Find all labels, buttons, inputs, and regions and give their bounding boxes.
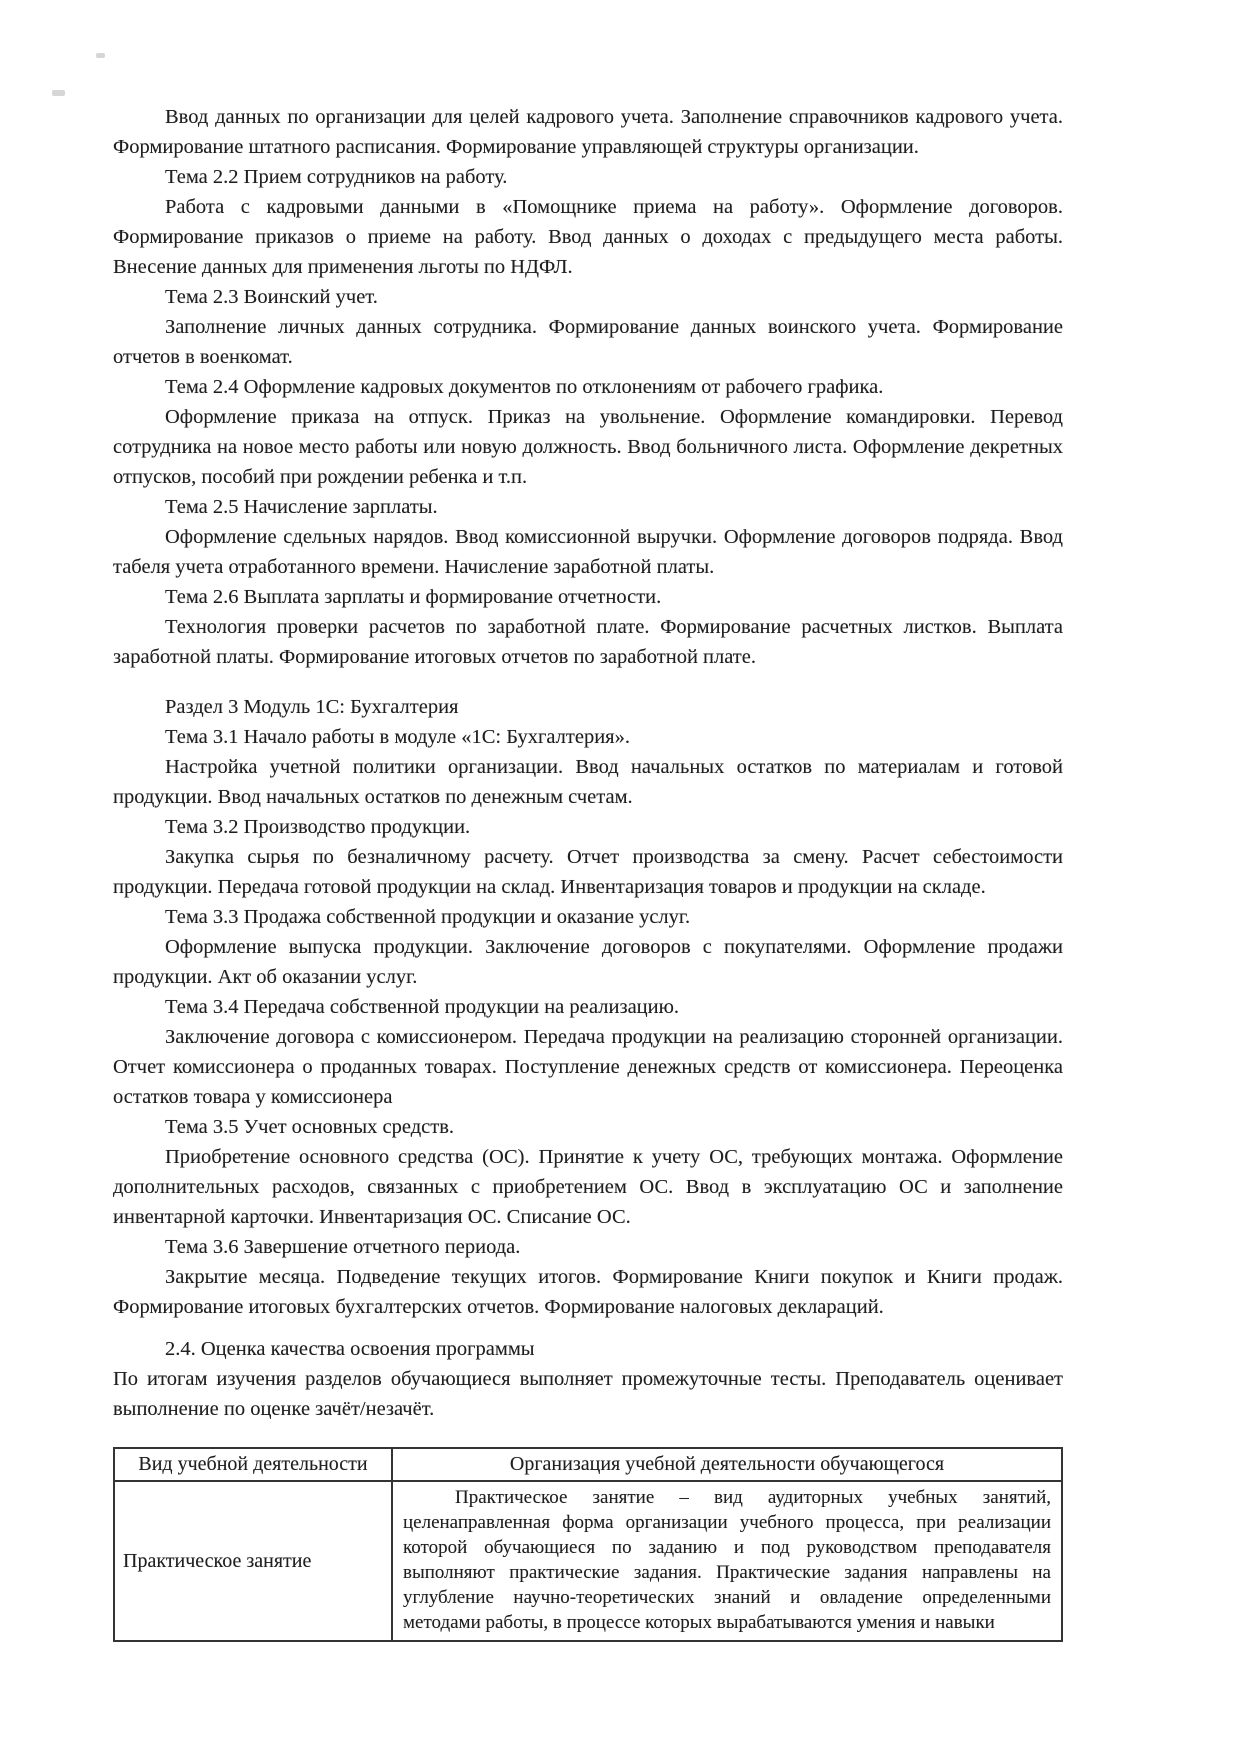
- paragraph: 2.4. Оценка качества освоения программы: [165, 1338, 535, 1360]
- paragraph: Работа с кадровыми данными в «Помощнике приема на работу». Оформление договоров. Формирование приказов о приеме на работу. Ввод данных о доходах с предыдущего места работы. Внесение данных для применения льготы по НДФЛ.: [113, 196, 1063, 278]
- paragraph: Закрытие месяца. Подведение текущих итогов. Формирование Книги покупок и Книги продаж. Формирование итоговых бухгалтерских отчетов. Формирование налоговых деклараций.: [113, 1266, 1063, 1318]
- document-text: [113, 102, 1063, 1424]
- paragraph: Тема 3.6 Завершение отчетного периода.: [165, 1236, 521, 1258]
- paragraph: Раздел 3 Модуль 1С: Бухгалтерия: [165, 696, 459, 718]
- paragraph: Тема 3.1 Начало работы в модуле «1С: Бухгалтерия».: [165, 726, 630, 748]
- scan-speck: [52, 90, 65, 96]
- paragraph: Ввод данных по организации для целей кадрового учета. Заполнение справочников кадрового учета. Формирование штатного расписания. Формирование управляющей структуры организации.: [113, 106, 1063, 158]
- curriculum-table: [113, 1447, 1063, 1642]
- paragraph: Настройка учетной политики организации. Ввод начальных остатков по материалам и готовой продукции. Ввод начальных остатков по денежным счетам.: [113, 756, 1063, 808]
- paragraph: Оформление выпуска продукции. Заключение договоров с покупателями. Оформление продажи продукции. Акт об оказании услуг.: [113, 936, 1063, 988]
- paragraph: Приобретение основного средства (ОС). Принятие к учету ОС, требующих монтажа. Оформление дополнительных расходов, связанных с приобретением ОС. Ввод в эксплуатацию ОС и заполнение инвентарной карточки. Инвентаризация ОС. Списание ОС.: [113, 1146, 1063, 1228]
- table-header-activity-type: Вид учебной деятельности: [114, 1448, 392, 1481]
- activity-description-cell: Практическое занятие – вид аудиторных учебных занятий, целенаправленная форма организации учебного процесса, при реализации которой обучающиеся по заданию и под руководством преподавателя выполняют практические задания. Практические задания направлены на углубление научно-теоретических знаний и овладение определенными методами работы, в процессе которых вырабатываются умения и навыки: [392, 1481, 1062, 1641]
- table-header-organization: Организация учебной деятельности обучающегося: [392, 1448, 1062, 1481]
- paragraph: Тема 2.2 Прием сотрудников на работу.: [165, 166, 508, 188]
- paragraph: Тема 2.4 Оформление кадровых документов по отклонениям от рабочего графика.: [165, 376, 884, 398]
- paragraph: Оформление сдельных нарядов. Ввод комиссионной выручки. Оформление договоров подряда. Ввод табеля учета отработанного времени. Начисление заработной платы.: [113, 526, 1063, 578]
- paragraph: Тема 3.5 Учет основных средств.: [165, 1116, 455, 1138]
- table-header-row: [114, 1448, 1062, 1481]
- paragraph: Тема 3.3 Продажа собственной продукции и оказание услуг.: [165, 906, 691, 928]
- paragraph: Оформление приказа на отпуск. Приказ на увольнение. Оформление командировки. Перевод сотрудника на новое место работы или новую должность. Ввод больничного листа. Оформление декретных отпусков, пособий при рождении ребенка и т.п.: [113, 406, 1063, 488]
- scan-speck: [96, 53, 105, 58]
- paragraph: Заключение договора с комиссионером. Передача продукции на реализацию сторонней организации. Отчет комиссионера о проданных товарах. Поступление денежных средств от комиссионера. Переоценка остатков товара у комиссионера: [113, 1026, 1063, 1108]
- paragraph: Тема 2.3 Воинский учет.: [165, 286, 378, 308]
- paragraph: Технология проверки расчетов по заработной плате. Формирование расчетных листков. Выплата заработной платы. Формирование итоговых отчетов по заработной плате.: [113, 616, 1063, 668]
- paragraph: Тема 3.4 Передача собственной продукции на реализацию.: [165, 996, 680, 1018]
- paragraph: Тема 2.6 Выплата зарплаты и формирование отчетности.: [165, 586, 662, 608]
- table-row: [114, 1481, 1062, 1641]
- paragraph: Тема 3.2 Производство продукции.: [165, 816, 471, 838]
- paragraph: Заполнение личных данных сотрудника. Формирование данных воинского учета. Формирование отчетов в военкомат.: [113, 316, 1063, 368]
- paragraph: Закупка сырья по безналичному расчету. Отчет производства за смену. Расчет себестоимости продукции. Передача готовой продукции на склад. Инвентаризация товаров и продукции на складе.: [113, 846, 1063, 898]
- paragraph: По итогам изучения разделов обучающиеся выполняет промежуточные тесты. Преподаватель оценивает выполнение по оценке зачёт/незачёт.: [113, 1368, 1063, 1420]
- activity-type-cell: Практическое занятие: [114, 1481, 392, 1641]
- paragraph: Тема 2.5 Начисление зарплаты.: [165, 496, 438, 518]
